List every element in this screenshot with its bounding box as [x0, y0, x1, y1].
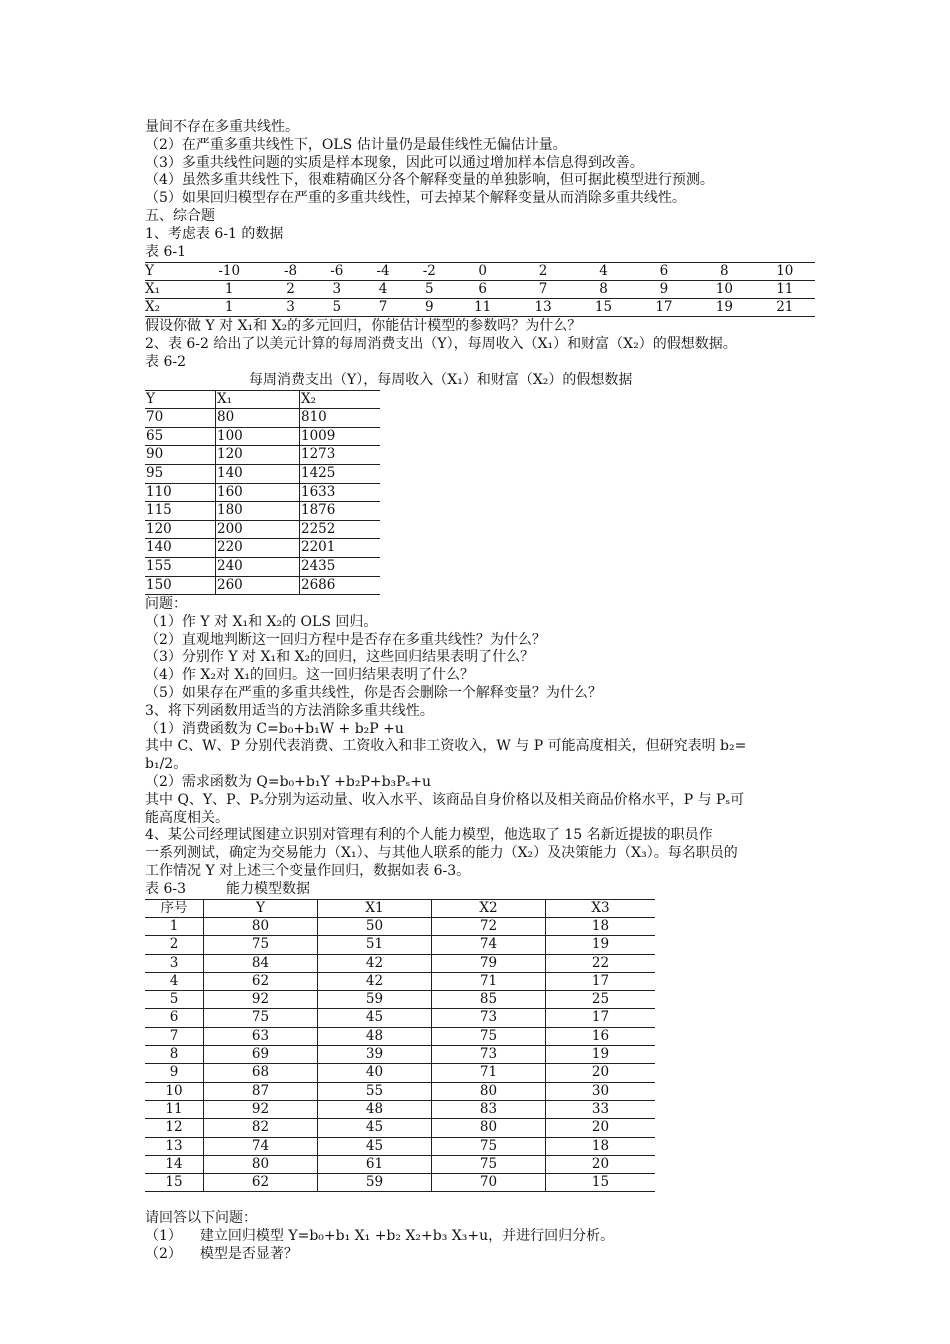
question-2-3: （3）分别作 Y 对 X₁和 X₂的回归，这些回归结果表明了什么？ — [145, 649, 535, 666]
table-cell: 20 — [546, 1155, 656, 1173]
table-cell: 45 — [318, 1009, 432, 1027]
table-cell: 50 — [318, 917, 432, 935]
table-cell: 82 — [204, 1119, 318, 1137]
table-cell: 92 — [204, 1100, 318, 1118]
table-cell: 18 — [546, 1137, 656, 1155]
table-cell: 14 — [145, 1155, 204, 1173]
table-6-2-label: 表 6-2 — [145, 353, 186, 370]
table-row — [145, 557, 380, 576]
header-cell: X3 — [546, 899, 656, 917]
answer-label: 请回答以下问题： — [145, 1210, 257, 1227]
table-cell: 62 — [204, 972, 318, 990]
table-cell: X₁ — [145, 281, 191, 299]
table-cell: 71 — [432, 972, 546, 990]
table-cell: 19 — [546, 1046, 656, 1064]
question-2: 2、表 6-2 给出了以美元计算的每周消费支出（Y），每周收入（X₁）和财富（X₂）的假想数据。 — [145, 336, 737, 353]
table-cell: 7 — [145, 1027, 204, 1045]
table-cell: 15 — [573, 299, 633, 317]
statement-3: （3）多重共线性问题的实质是样本现象，因此可以通过增加样本信息得到改善。 — [145, 154, 644, 171]
table-cell: 20 — [546, 1119, 656, 1137]
table-cell: 45 — [318, 1137, 432, 1155]
table-cell: 5 — [406, 281, 452, 299]
demand-note: 其中 Q、Y、P、Pₛ分别为运动量、收入水平、该商品自身价格以及相关商品价格水平，P 与 Pₛ可 — [145, 791, 745, 808]
table-cell: 92 — [204, 991, 318, 1009]
table-cell: 10 — [694, 281, 754, 299]
table-cell: 1273 — [300, 446, 381, 465]
header-cell: X₁ — [216, 390, 300, 409]
table-cell: 73 — [432, 1046, 546, 1064]
table-cell: 6 — [634, 263, 694, 281]
table-cell: 80 — [204, 1155, 318, 1173]
table-cell: 1 — [191, 281, 267, 299]
table-cell: 4 — [573, 263, 633, 281]
table-cell: 80 — [432, 1119, 546, 1137]
table-cell: 79 — [432, 954, 546, 972]
table-cell: 48 — [318, 1100, 432, 1118]
table-cell: 13 — [145, 1137, 204, 1155]
question-1-prompt: 假设你做 Y 对 X₁和 X₂的多元回归，你能估计模型的参数吗？为什么？ — [145, 318, 582, 335]
header-cell: 序号 — [145, 899, 204, 917]
table-cell: 260 — [216, 576, 300, 595]
table-cell: 17 — [546, 1009, 656, 1027]
table-cell: 75 — [204, 936, 318, 954]
table-cell: 2 — [145, 936, 204, 954]
table-cell: 110 — [145, 483, 216, 502]
table-cell: 33 — [546, 1100, 656, 1118]
table-cell: 810 — [300, 409, 381, 428]
table-cell: 6 — [452, 281, 512, 299]
table-row — [145, 520, 380, 539]
table-row — [145, 464, 380, 483]
table-cell: 120 — [145, 520, 216, 539]
table-cell: 4 — [360, 281, 406, 299]
table-row — [145, 502, 380, 521]
table-cell: 55 — [318, 1082, 432, 1100]
table-cell: 7 — [513, 281, 573, 299]
header-cell: Y — [145, 390, 216, 409]
section-heading: 五、综合题 — [145, 207, 215, 224]
answer-1 — [145, 1228, 815, 1246]
table-header-row — [145, 899, 655, 917]
table-cell: 18 — [546, 917, 656, 935]
table-row — [145, 954, 655, 972]
table-cell: 180 — [216, 502, 300, 521]
table-cell: 8 — [573, 281, 633, 299]
table-cell: 39 — [318, 1046, 432, 1064]
header-cell: X₂ — [300, 390, 381, 409]
table-cell: 74 — [432, 936, 546, 954]
table-6-3-label: 表 6-3 — [145, 880, 186, 897]
table-cell: 2 — [267, 281, 313, 299]
table-cell: 140 — [145, 539, 216, 558]
table-cell: 30 — [546, 1082, 656, 1100]
table-cell: 1633 — [300, 483, 381, 502]
question-2-5: （5）如果存在严重的多重共线性，你是否会删除一个解释变量？为什么？ — [145, 685, 602, 702]
table-row — [145, 299, 815, 317]
table-cell: 90 — [145, 446, 216, 465]
table-row — [145, 1100, 655, 1118]
table-cell: 75 — [204, 1009, 318, 1027]
question-4-line-2: 一系列测试，确定为交易能力（X₁）、与其他人联系的能力（X₂）及决策能力（X₃）。每名职员的 — [145, 845, 738, 862]
table-cell: Y — [145, 263, 191, 281]
table-cell: 8 — [694, 263, 754, 281]
table-cell: 2 — [513, 263, 573, 281]
table-cell: 7 — [360, 299, 406, 317]
table-row — [145, 917, 655, 935]
table-cell: 9 — [406, 299, 452, 317]
question-4-line-1: 4、某公司经理试图建立识别对管理有利的个人能力模型，他选取了 15 名新近提拔的职员作 — [145, 827, 713, 844]
table-cell: 240 — [216, 557, 300, 576]
table-cell: 59 — [318, 1174, 432, 1192]
answer-1-text: 建立回归模型 Y=b₀+b₁ X₁ +b₂ X₂+b₃ X₃+u，并进行回归分析。 — [199, 1228, 615, 1245]
table-cell: 0 — [452, 263, 512, 281]
table-cell: 9 — [145, 1064, 204, 1082]
table-cell: 74 — [204, 1137, 318, 1155]
table-cell: 21 — [755, 299, 815, 317]
table-row — [145, 936, 655, 954]
table-cell: 155 — [145, 557, 216, 576]
question-2-4: （4）作 X₂对 X₁的回归。这一回归结果表明了什么？ — [145, 667, 474, 684]
statement-4: （4）虽然多重共线性下，很难精确区分各个解释变量的单独影响，但可据此模型进行预测。 — [145, 172, 714, 189]
table-cell: -8 — [267, 263, 313, 281]
table-cell: 40 — [318, 1064, 432, 1082]
table-row — [145, 1082, 655, 1100]
table-cell: 48 — [318, 1027, 432, 1045]
table-cell: 9 — [634, 281, 694, 299]
answer-2-text: 模型是否显著？ — [199, 1245, 298, 1262]
answer-2 — [145, 1246, 815, 1264]
table-cell: 13 — [513, 299, 573, 317]
table-cell: 1 — [191, 299, 267, 317]
table-cell: 71 — [432, 1064, 546, 1082]
table-cell: 100 — [216, 427, 300, 446]
table-cell: 63 — [204, 1027, 318, 1045]
table-row — [145, 409, 380, 428]
questions-label: 问题： — [145, 596, 187, 613]
table-cell: 69 — [204, 1046, 318, 1064]
table-cell: 19 — [694, 299, 754, 317]
table-cell: -6 — [314, 263, 360, 281]
table-cell: -4 — [360, 263, 406, 281]
table-cell: 2686 — [300, 576, 381, 595]
question-4-line-3: 工作情况 Y 对上述三个变量作回归，数据如表 6-3。 — [145, 863, 471, 880]
table-row — [145, 1155, 655, 1173]
table-cell: 11 — [452, 299, 512, 317]
table-row — [145, 1137, 655, 1155]
table-row — [145, 972, 655, 990]
consumption-function: （1）消费函数为 C=b₀+b₁W + b₂P +u — [145, 720, 404, 737]
table-row — [145, 539, 380, 558]
table-cell: 61 — [318, 1155, 432, 1173]
table-cell: 65 — [145, 427, 216, 446]
table-row — [145, 1064, 655, 1082]
answer-2-number: （2） — [145, 1245, 182, 1262]
table-row — [145, 1009, 655, 1027]
table-cell: 83 — [432, 1100, 546, 1118]
table-row — [145, 281, 815, 299]
table-cell: 80 — [432, 1082, 546, 1100]
demand-note-cont: 能高度相关。 — [145, 809, 229, 826]
table-header-row — [145, 390, 380, 409]
table-cell: 2201 — [300, 539, 381, 558]
table-cell: 95 — [145, 464, 216, 483]
table-row — [145, 1027, 655, 1045]
table-cell: 10 — [755, 263, 815, 281]
answer-1-number: （1） — [145, 1228, 182, 1245]
table-row — [145, 446, 380, 465]
table-cell: 45 — [318, 1119, 432, 1137]
intro-line: 量间不存在多重共线性。 — [145, 119, 299, 135]
table-cell: -2 — [406, 263, 452, 281]
table-cell: 10 — [145, 1082, 204, 1100]
table-row — [145, 483, 380, 502]
table-cell: 19 — [546, 936, 656, 954]
table-cell: 150 — [145, 576, 216, 595]
table-cell: -10 — [191, 263, 267, 281]
question-2-1: （1）作 Y 对 X₁和 X₂的 OLS 回归。 — [145, 613, 378, 630]
table-cell: 12 — [145, 1119, 204, 1137]
table-cell: 68 — [204, 1064, 318, 1082]
table-cell: 22 — [546, 954, 656, 972]
table-row — [145, 991, 655, 1009]
table-cell: 200 — [216, 520, 300, 539]
table-row — [145, 1046, 655, 1064]
table-cell: 72 — [432, 917, 546, 935]
table-cell: 75 — [432, 1155, 546, 1173]
statement-2: （2）在严重多重共线性下，OLS 估计量仍是最佳线性无偏估计量。 — [145, 136, 567, 153]
table-cell: 15 — [546, 1174, 656, 1192]
table-cell: 80 — [216, 409, 300, 428]
table-cell: 11 — [755, 281, 815, 299]
table-cell: 120 — [216, 446, 300, 465]
table-cell: 62 — [204, 1174, 318, 1192]
table-cell: 70 — [145, 409, 216, 428]
table-6-2 — [145, 390, 380, 596]
table-row — [145, 576, 380, 595]
question-3: 3、将下列函数用适当的方法消除多重共线性。 — [145, 702, 434, 719]
table-6-3-title: 能力模型数据 — [226, 880, 310, 897]
table-row — [145, 427, 380, 446]
consumption-note-cont: b₁/2。 — [145, 756, 188, 773]
table-6-1 — [145, 262, 815, 317]
question-1: 1、考虑表 6-1 的数据 — [145, 225, 284, 242]
table-cell: 17 — [546, 972, 656, 990]
table-cell: 160 — [216, 483, 300, 502]
consumption-note: 其中 C、W、P 分别代表消费、工资收入和非工资收入，W 与 P 可能高度相关，但研究表明 b₂= — [145, 738, 747, 755]
table-row — [145, 1174, 655, 1192]
table-cell: 20 — [546, 1064, 656, 1082]
table-cell: 15 — [145, 1174, 204, 1192]
table-6-3-caption — [145, 881, 815, 899]
table-cell: 140 — [216, 464, 300, 483]
table-6-2-caption: 每周消费支出（Y），每周收入（X₁）和财富（X₂）的假想数据 — [249, 371, 633, 388]
table-cell: 6 — [145, 1009, 204, 1027]
table-cell: X₂ — [145, 299, 191, 317]
table-cell: 75 — [432, 1137, 546, 1155]
table-cell: 17 — [634, 299, 694, 317]
table-cell: 3 — [267, 299, 313, 317]
table-cell: 42 — [318, 972, 432, 990]
table-cell: 115 — [145, 502, 216, 521]
table-cell: 59 — [318, 991, 432, 1009]
table-cell: 1009 — [300, 427, 381, 446]
table-cell: 87 — [204, 1082, 318, 1100]
header-cell: X2 — [432, 899, 546, 917]
table-cell: 5 — [145, 991, 204, 1009]
document-page — [145, 119, 815, 1264]
table-cell: 16 — [546, 1027, 656, 1045]
demand-function: （2）需求函数为 Q=b₀+b₁Y +b₂P+b₃Pₛ+u — [145, 774, 432, 791]
table-cell: 1425 — [300, 464, 381, 483]
table-cell: 220 — [216, 539, 300, 558]
table-cell: 73 — [432, 1009, 546, 1027]
table-cell: 4 — [145, 972, 204, 990]
table-cell: 70 — [432, 1174, 546, 1192]
table-cell: 25 — [546, 991, 656, 1009]
table-cell: 11 — [145, 1100, 204, 1118]
table-6-3 — [145, 899, 655, 1193]
table-cell: 5 — [314, 299, 360, 317]
table-cell: 75 — [432, 1027, 546, 1045]
table-cell: 3 — [314, 281, 360, 299]
table-cell: 3 — [145, 954, 204, 972]
table-cell: 84 — [204, 954, 318, 972]
table-row — [145, 1119, 655, 1137]
table-cell: 51 — [318, 936, 432, 954]
table-6-1-label: 表 6-1 — [145, 243, 186, 260]
table-cell: 80 — [204, 917, 318, 935]
table-cell: 8 — [145, 1046, 204, 1064]
header-cell: Y — [204, 899, 318, 917]
table-cell: 85 — [432, 991, 546, 1009]
table-cell: 1876 — [300, 502, 381, 521]
table-row — [145, 263, 815, 281]
header-cell: X1 — [318, 899, 432, 917]
question-2-2: （2）直观地判断这一回归方程中是否存在多重共线性？为什么？ — [145, 631, 546, 648]
statement-5: （5）如果回归模型存在严重的多重共线性，可去掉某个解释变量从而消除多重共线性。 — [145, 190, 686, 207]
table-cell: 2435 — [300, 557, 381, 576]
table-cell: 1 — [145, 917, 204, 935]
table-cell: 42 — [318, 954, 432, 972]
table-cell: 2252 — [300, 520, 381, 539]
